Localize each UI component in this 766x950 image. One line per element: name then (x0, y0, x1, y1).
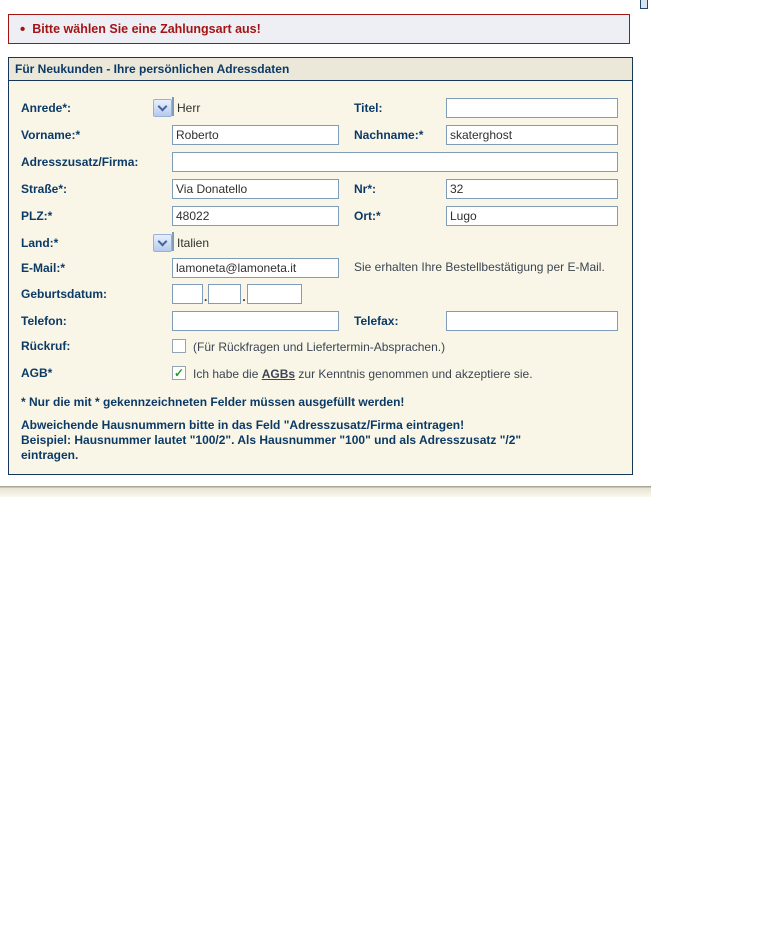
agb-text-after: zur Kenntnis genommen und akzeptiere sie. (295, 367, 533, 381)
plz-input[interactable] (172, 206, 339, 226)
note-line-1: Abweichende Hausnummern bitte in das Feld "Adresszusatz/Firma eintragen! (21, 418, 465, 432)
row-strasse-nr (21, 179, 620, 199)
row-vorname-nachname (21, 125, 620, 145)
bottom-divider-band (0, 486, 651, 497)
error-message: Bitte wählen Sie eine Zahlungsart aus! (32, 22, 261, 36)
chevron-down-icon[interactable] (153, 99, 172, 117)
rueckruf-note: (Für Rückfragen und Liefertermin-Absprachen.) (193, 340, 446, 354)
rueckruf-checkbox[interactable] (172, 339, 186, 353)
row-telefon-telefax (21, 311, 620, 331)
email-note: Sie erhalten Ihre Bestellbestätigung per E-Mail. (354, 260, 605, 274)
vorname-label: Vorname:* (21, 128, 81, 142)
vorname-input[interactable] (172, 125, 339, 145)
row-anrede-titel (21, 98, 620, 118)
date-separator: . (204, 290, 208, 304)
error-banner (8, 14, 630, 44)
geburtsdatum-label: Geburtsdatum: (21, 287, 108, 301)
nachname-input[interactable] (446, 125, 618, 145)
anrede-select[interactable] (172, 97, 201, 116)
titel-input[interactable] (446, 98, 618, 118)
geburtsdatum-day-input[interactable] (172, 284, 203, 304)
telefon-label: Telefon: (21, 314, 67, 328)
row-agb (21, 365, 620, 381)
strasse-label: Straße*: (21, 182, 68, 196)
panel-body (9, 81, 632, 474)
required-fields-footnote: * Nur die mit * gekennzeichneten Felder müssen ausgefüllt werden! (21, 395, 405, 409)
address-form-panel (8, 57, 633, 475)
ort-label: Ort:* (354, 209, 381, 223)
cutoff-element-fragment (640, 0, 648, 9)
row-plz-ort (21, 206, 620, 226)
land-select[interactable] (172, 232, 210, 251)
adresszusatz-input[interactable] (172, 152, 618, 172)
anrede-label: Anrede*: (21, 101, 72, 115)
agb-checkbox[interactable] (172, 366, 186, 380)
ort-input[interactable] (446, 206, 618, 226)
geburtsdatum-year-input[interactable] (247, 284, 302, 304)
nr-input[interactable] (446, 179, 618, 199)
checkmark-icon: ✓ (173, 365, 185, 380)
telefon-input[interactable] (172, 311, 339, 331)
strasse-input[interactable] (172, 179, 339, 199)
land-label: Land:* (21, 236, 59, 250)
agb-link[interactable]: AGBs (261, 367, 296, 381)
error-bullet-icon: • (20, 20, 26, 38)
row-geburtsdatum (21, 284, 620, 304)
land-select-value: Italien (177, 236, 210, 250)
email-input[interactable] (172, 258, 339, 278)
anrede-select-value: Herr (177, 101, 201, 115)
house-number-note (21, 418, 620, 463)
titel-label: Titel: (354, 101, 383, 115)
agb-text-before: Ich habe die (193, 367, 262, 381)
telefax-label: Telefax: (354, 314, 399, 328)
telefax-input[interactable] (446, 311, 618, 331)
row-land (21, 233, 620, 251)
adresszusatz-label: Adresszusatz/Firma: (21, 155, 139, 169)
note-line-3: eintragen. (21, 448, 79, 462)
email-label: E-Mail:* (21, 261, 66, 275)
chevron-down-icon[interactable] (153, 234, 172, 252)
note-line-2: Beispiel: Hausnummer lautet "100/2". Als Hausnummer "100" und als Adresszusatz "/2" (21, 433, 522, 447)
nachname-label: Nachname:* (354, 128, 424, 142)
rueckruf-label: Rückruf: (21, 339, 71, 353)
row-adresszusatz (21, 152, 620, 172)
row-email (21, 258, 620, 278)
row-rueckruf (21, 338, 620, 354)
panel-title: Für Neukunden - Ihre persönlichen Adressdaten (9, 58, 632, 81)
agb-text (193, 365, 533, 381)
plz-label: PLZ:* (21, 209, 53, 223)
agb-label: AGB* (21, 366, 53, 380)
geburtsdatum-month-input[interactable] (208, 284, 241, 304)
nr-label: Nr*: (354, 182, 377, 196)
date-separator: . (242, 290, 246, 304)
